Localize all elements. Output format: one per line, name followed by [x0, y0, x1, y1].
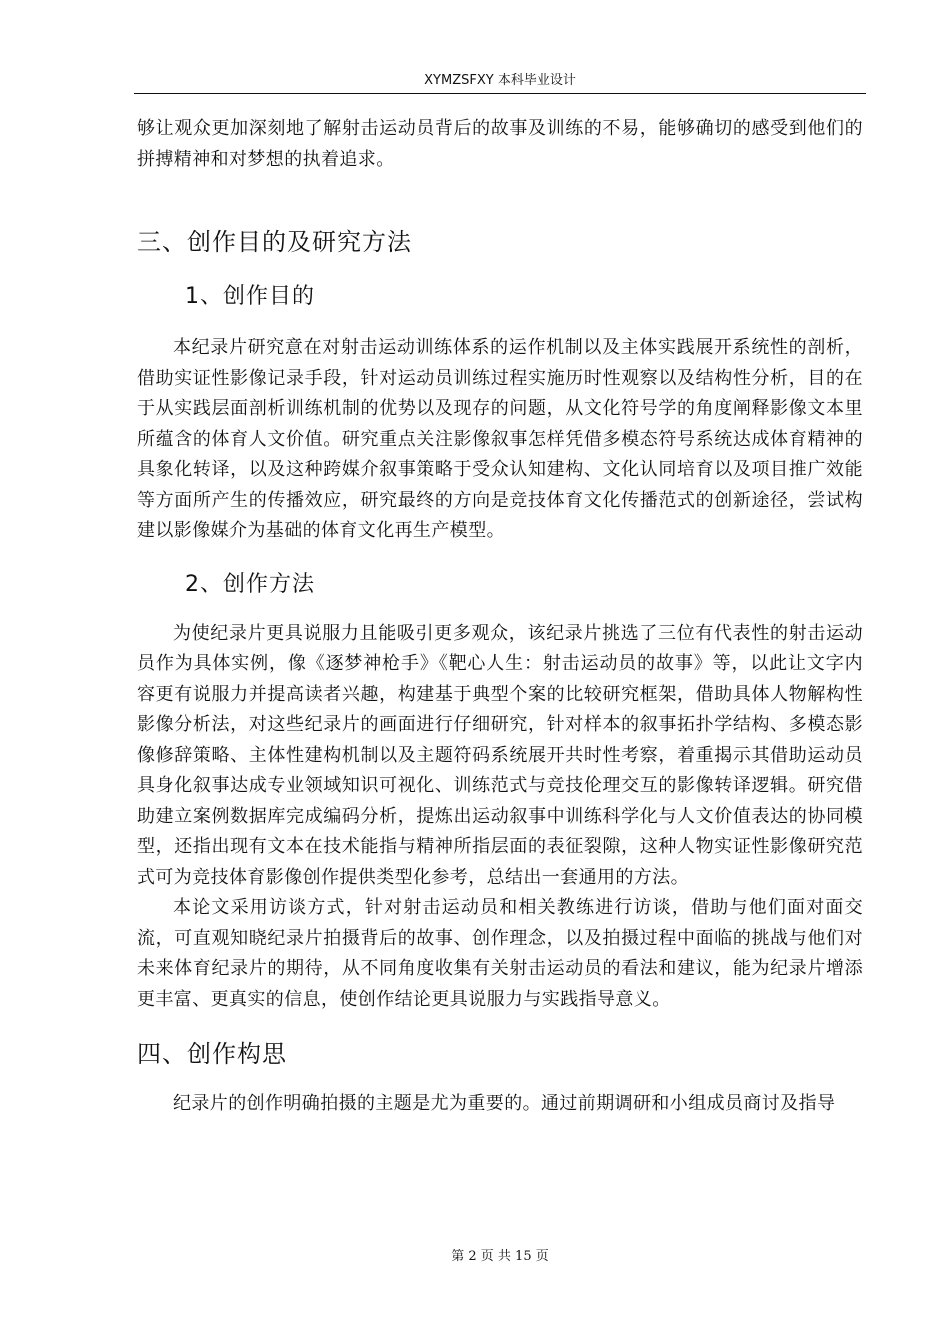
paragraph-purpose: 本纪录片研究意在对射击运动训练体系的运作机制以及主体实践展开系统性的剖析，借助实证性影像记录手段，针对运动员训练过程实施历时性观察以及结构性分析，目的在于从实践层面剖析训练机制的优势以及现存的问题，从文化符号学的角度阐释影像文本里所蕴含的体育人文价值。研究重点关注影像叙事怎样凭借多模态符号系统达成体育精神的具象化转译，以及这种跨媒介叙事策略于受众认知建构、文化认同培育以及项目推广效能等方面所产生的传播效应，研究最终的方向是竞技体育文化传播范式的创新途径，尝试构建以影像媒介为基础的体育文化再生产模型。 — [137, 337, 863, 541]
paragraph-interview: 本论文采用访谈方式，针对射击运动员和相关教练进行访谈，借助与他们面对面交流，可直观知晓纪录片拍摄背后的故事、创作理念，以及拍摄过程中面临的挑战与他们对未来体育纪录片的期待，从不同角度收集有关射击运动员的看法和建议，能为纪录片增添更丰富、更真实的信息，使创作结论更具说服力与实践指导意义。 — [137, 897, 863, 1010]
section-heading-3: 三、创作目的及研究方法 — [137, 228, 412, 256]
subsection-heading-purpose: 1、创作目的 — [185, 284, 315, 309]
paragraph-method: 为使纪录片更具说服力且能吸引更多观众，该纪录片挑选了三位有代表性的射击运动员作为具体实例，像《逐梦神枪手》《靶心人生：射击运动员的故事》等，以此让文字内容更有说服力并提高读者兴趣，构建基于典型个案的比较研究框架，借助具体人物解构性影像分析法，对这些纪录片的画面进行仔细研究，针对样本的叙事拓扑学结构、多模态影像修辞策略、主体性建构机制以及主题符码系统展开共时性考察，着重揭示其借助运动员具身化叙事达成专业领域知识可视化、训练范式与竞技伦理交互的影像转译逻辑。研究借助建立案例数据库完成编码分析，提炼出运动叙事中训练科学化与人文价值表达的协同模型，还指出现有文本在技术能指与精神所指层面的表征裂隙，这种人物实证性影像研究范式可为竞技体育影像创作提供类型化参考，总结出一套通用的方法。 — [137, 622, 863, 888]
page-header-title: XYMZSFXY 本科毕业设计 — [424, 73, 576, 88]
subsection-heading-method: 2、创作方法 — [185, 571, 315, 597]
paragraph-concept: 纪录片的创作明确拍摄的主题是尤为重要的。通过前期调研和小组成员商讨及指导 — [173, 1093, 836, 1114]
header-divider — [134, 93, 866, 94]
section-heading-4: 四、创作构思 — [137, 1040, 287, 1068]
paragraph-continuation: 够让观众更加深刻地了解射击运动员背后的故事及训练的不易，能够确切的感受到他们的拼搏精神和对梦想的执着追求。 — [137, 118, 863, 170]
page-number: 第 2 页 共 15 页 — [451, 1249, 549, 1264]
page-body — [137, 114, 863, 1120]
